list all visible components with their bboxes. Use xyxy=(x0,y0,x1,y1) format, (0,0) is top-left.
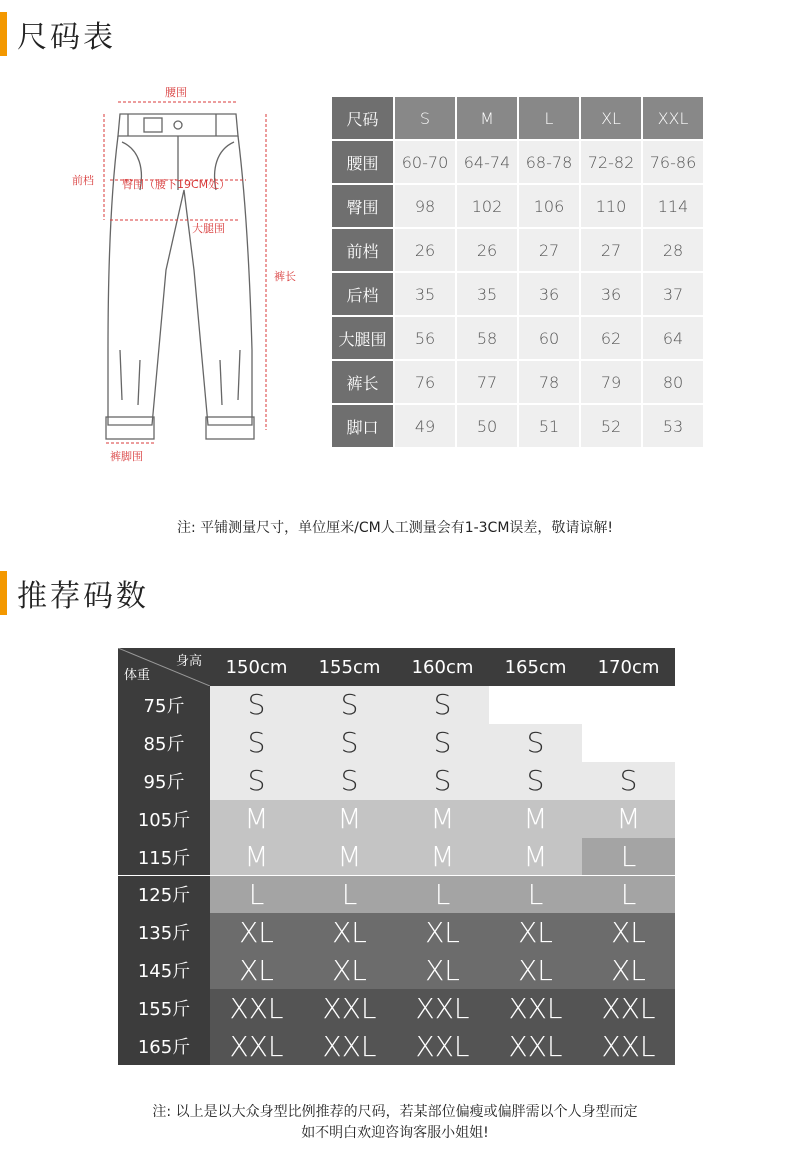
recommended-size-cell: XXL xyxy=(210,1027,303,1065)
weight-row-header: 125斤 xyxy=(118,876,210,914)
measurement-value: 52 xyxy=(581,405,641,447)
recommended-size-cell: L xyxy=(582,876,675,914)
length-label: 裤长 xyxy=(274,270,296,283)
weight-row-header: 145斤 xyxy=(118,951,210,989)
accent-bar xyxy=(0,12,7,56)
measurement-value: 64 xyxy=(643,317,703,359)
recommended-size-cell: S xyxy=(489,724,582,762)
size-table-row xyxy=(332,229,703,271)
recommended-size-cell: XL xyxy=(303,951,396,989)
measurement-value: 60-70 xyxy=(395,141,455,183)
recommended-size-cell: L xyxy=(210,876,303,914)
measurement-value: 76 xyxy=(395,361,455,403)
recommended-size-cell: XXL xyxy=(582,1027,675,1065)
measurement-name: 后档 xyxy=(332,273,393,315)
weight-row-header: 95斤 xyxy=(118,762,210,800)
measurement-value: 110 xyxy=(581,185,641,227)
recommended-size-cell: S xyxy=(396,724,489,762)
measurement-value: 37 xyxy=(643,273,703,315)
size-table-row xyxy=(332,185,703,227)
measurement-value: 28 xyxy=(643,229,703,271)
size-table-row xyxy=(332,361,703,403)
recommend-title: 推荐码数 xyxy=(17,579,149,614)
recommended-size-cell xyxy=(582,686,675,724)
height-column-header: 150cm xyxy=(210,648,303,686)
recommended-size-cell: M xyxy=(489,838,582,876)
measurement-value: 79 xyxy=(581,361,641,403)
measurement-value: 27 xyxy=(519,229,579,271)
size-column-header: L xyxy=(519,97,579,139)
recommended-size-cell: XXL xyxy=(489,1027,582,1065)
recommended-size-cell: M xyxy=(396,800,489,838)
recommended-size-cell xyxy=(582,724,675,762)
recommended-size-cell: XL xyxy=(582,951,675,989)
weight-row-header: 135斤 xyxy=(118,913,210,951)
recommend-heading xyxy=(0,571,149,615)
recommended-size-cell: M xyxy=(210,800,303,838)
measurement-value: 64-74 xyxy=(457,141,517,183)
weight-row-header: 85斤 xyxy=(118,724,210,762)
recommended-size-cell: M xyxy=(303,800,396,838)
recommended-size-cell: XXL xyxy=(489,989,582,1027)
measurement-value: 72-82 xyxy=(581,141,641,183)
recommended-size-cell: XXL xyxy=(303,1027,396,1065)
recommended-size-cell: XL xyxy=(210,951,303,989)
measurement-value: 114 xyxy=(643,185,703,227)
recommended-size-cell: M xyxy=(210,838,303,876)
recommended-size-cell: XXL xyxy=(396,989,489,1027)
thigh-label: 大腿围 xyxy=(192,222,225,235)
measurement-value: 50 xyxy=(457,405,517,447)
recommend-note-line2: 如不明白欢迎咨询客服小姐姐! xyxy=(301,1125,489,1141)
measurement-value: 102 xyxy=(457,185,517,227)
measurement-name: 前档 xyxy=(332,229,393,271)
recommended-size-cell: M xyxy=(489,800,582,838)
measurement-value: 80 xyxy=(643,361,703,403)
recommended-size-cell: S xyxy=(210,686,303,724)
size-table-row xyxy=(332,405,703,447)
recommended-size-cell: S xyxy=(396,686,489,724)
measurement-value: 78 xyxy=(519,361,579,403)
measurement-value: 77 xyxy=(457,361,517,403)
height-column-header: 170cm xyxy=(582,648,675,686)
size-column-header: M xyxy=(457,97,517,139)
size-table-row xyxy=(332,141,703,183)
pants-outline xyxy=(106,114,254,439)
recommended-size-cell: XXL xyxy=(396,1027,489,1065)
weight-row-header: 115斤 xyxy=(118,838,210,876)
height-column-header: 155cm xyxy=(303,648,396,686)
recommended-size-cell: M xyxy=(303,838,396,876)
measurement-value: 26 xyxy=(395,229,455,271)
weight-row-header: 155斤 xyxy=(118,989,210,1027)
waist-label: 腰围 xyxy=(165,86,187,99)
recommended-size-cell xyxy=(489,686,582,724)
recommended-size-cell: XL xyxy=(303,913,396,951)
measurement-name: 裤长 xyxy=(332,361,393,403)
size-table xyxy=(330,95,705,449)
size-column-header: XL xyxy=(581,97,641,139)
recommended-size-cell: XL xyxy=(582,913,675,951)
recommended-size-cell: XXL xyxy=(210,989,303,1027)
size-table-row xyxy=(332,273,703,315)
recommendation-grid xyxy=(118,648,675,1065)
measurement-value: 51 xyxy=(519,405,579,447)
hip-label: 臀围（腰下19CM处） xyxy=(122,178,231,191)
recommended-size-cell: L xyxy=(489,876,582,914)
height-column-header: 165cm xyxy=(489,648,582,686)
recommended-size-cell: XL xyxy=(210,913,303,951)
size-table-row xyxy=(332,317,703,359)
recommended-size-cell: S xyxy=(303,724,396,762)
size-table-corner: 尺码 xyxy=(332,97,393,139)
measurement-value: 106 xyxy=(519,185,579,227)
front-rise-label: 前档 xyxy=(72,174,94,187)
height-axis-label: 身高 xyxy=(175,654,202,669)
measurement-value: 58 xyxy=(457,317,517,359)
recommended-size-cell: S xyxy=(210,762,303,800)
measurement-lines xyxy=(104,102,266,443)
size-column-header: S xyxy=(395,97,455,139)
measurement-value: 35 xyxy=(457,273,517,315)
measurement-value: 56 xyxy=(395,317,455,359)
recommended-size-cell: XXL xyxy=(582,989,675,1027)
recommended-size-cell: S xyxy=(303,762,396,800)
recommended-size-cell: XL xyxy=(489,913,582,951)
measurement-value: 49 xyxy=(395,405,455,447)
height-column-header: 160cm xyxy=(396,648,489,686)
recommended-size-cell: L xyxy=(582,838,675,876)
measurement-value: 76-86 xyxy=(643,141,703,183)
weight-row-header: 75斤 xyxy=(118,686,210,724)
weight-axis-label: 体重 xyxy=(124,668,151,683)
grid-corner xyxy=(118,648,210,686)
recommended-size-cell: L xyxy=(303,876,396,914)
recommended-size-cell: S xyxy=(489,762,582,800)
measurement-labels xyxy=(72,86,296,463)
recommended-size-cell: XXL xyxy=(303,989,396,1027)
measurement-value: 35 xyxy=(395,273,455,315)
measurement-value: 36 xyxy=(581,273,641,315)
weight-row-header: 165斤 xyxy=(118,1027,210,1065)
recommended-size-cell: XL xyxy=(489,951,582,989)
measurement-value: 26 xyxy=(457,229,517,271)
size-chart-heading xyxy=(0,12,116,56)
measurement-value: 98 xyxy=(395,185,455,227)
recommended-size-cell: M xyxy=(582,800,675,838)
accent-bar xyxy=(0,571,7,615)
recommend-note-line1: 注: 以上是以大众身型比例推荐的尺码，若某部位偏瘦或偏胖需以个人身型而定 xyxy=(152,1104,638,1120)
recommended-size-cell: S xyxy=(582,762,675,800)
recommended-size-cell: XL xyxy=(396,913,489,951)
recommended-size-cell: XL xyxy=(396,951,489,989)
recommended-size-cell: M xyxy=(396,838,489,876)
measurement-value: 27 xyxy=(581,229,641,271)
recommended-size-cell: S xyxy=(210,724,303,762)
recommended-size-cell: S xyxy=(303,686,396,724)
size-table-header xyxy=(332,97,703,139)
measurement-value: 68-78 xyxy=(519,141,579,183)
measurement-name: 脚口 xyxy=(332,405,393,447)
measurement-name: 腰围 xyxy=(332,141,393,183)
measurement-name: 大腿围 xyxy=(332,317,393,359)
weight-row-header: 105斤 xyxy=(118,800,210,838)
measurement-note: 注: 平铺测量尺寸，单位厘米/CM人工测量会有1-3CM误差，敬请谅解! xyxy=(176,520,614,536)
measurement-value: 53 xyxy=(643,405,703,447)
measurement-value: 62 xyxy=(581,317,641,359)
size-chart-title: 尺码表 xyxy=(17,20,116,55)
measurement-name: 臀围 xyxy=(332,185,393,227)
hem-label: 裤脚围 xyxy=(110,450,143,463)
recommended-size-cell: S xyxy=(396,762,489,800)
pants-measurement-diagram xyxy=(70,80,310,470)
measurement-value: 36 xyxy=(519,273,579,315)
size-column-header: XXL xyxy=(643,97,703,139)
measurement-value: 60 xyxy=(519,317,579,359)
recommended-size-cell: L xyxy=(396,876,489,914)
